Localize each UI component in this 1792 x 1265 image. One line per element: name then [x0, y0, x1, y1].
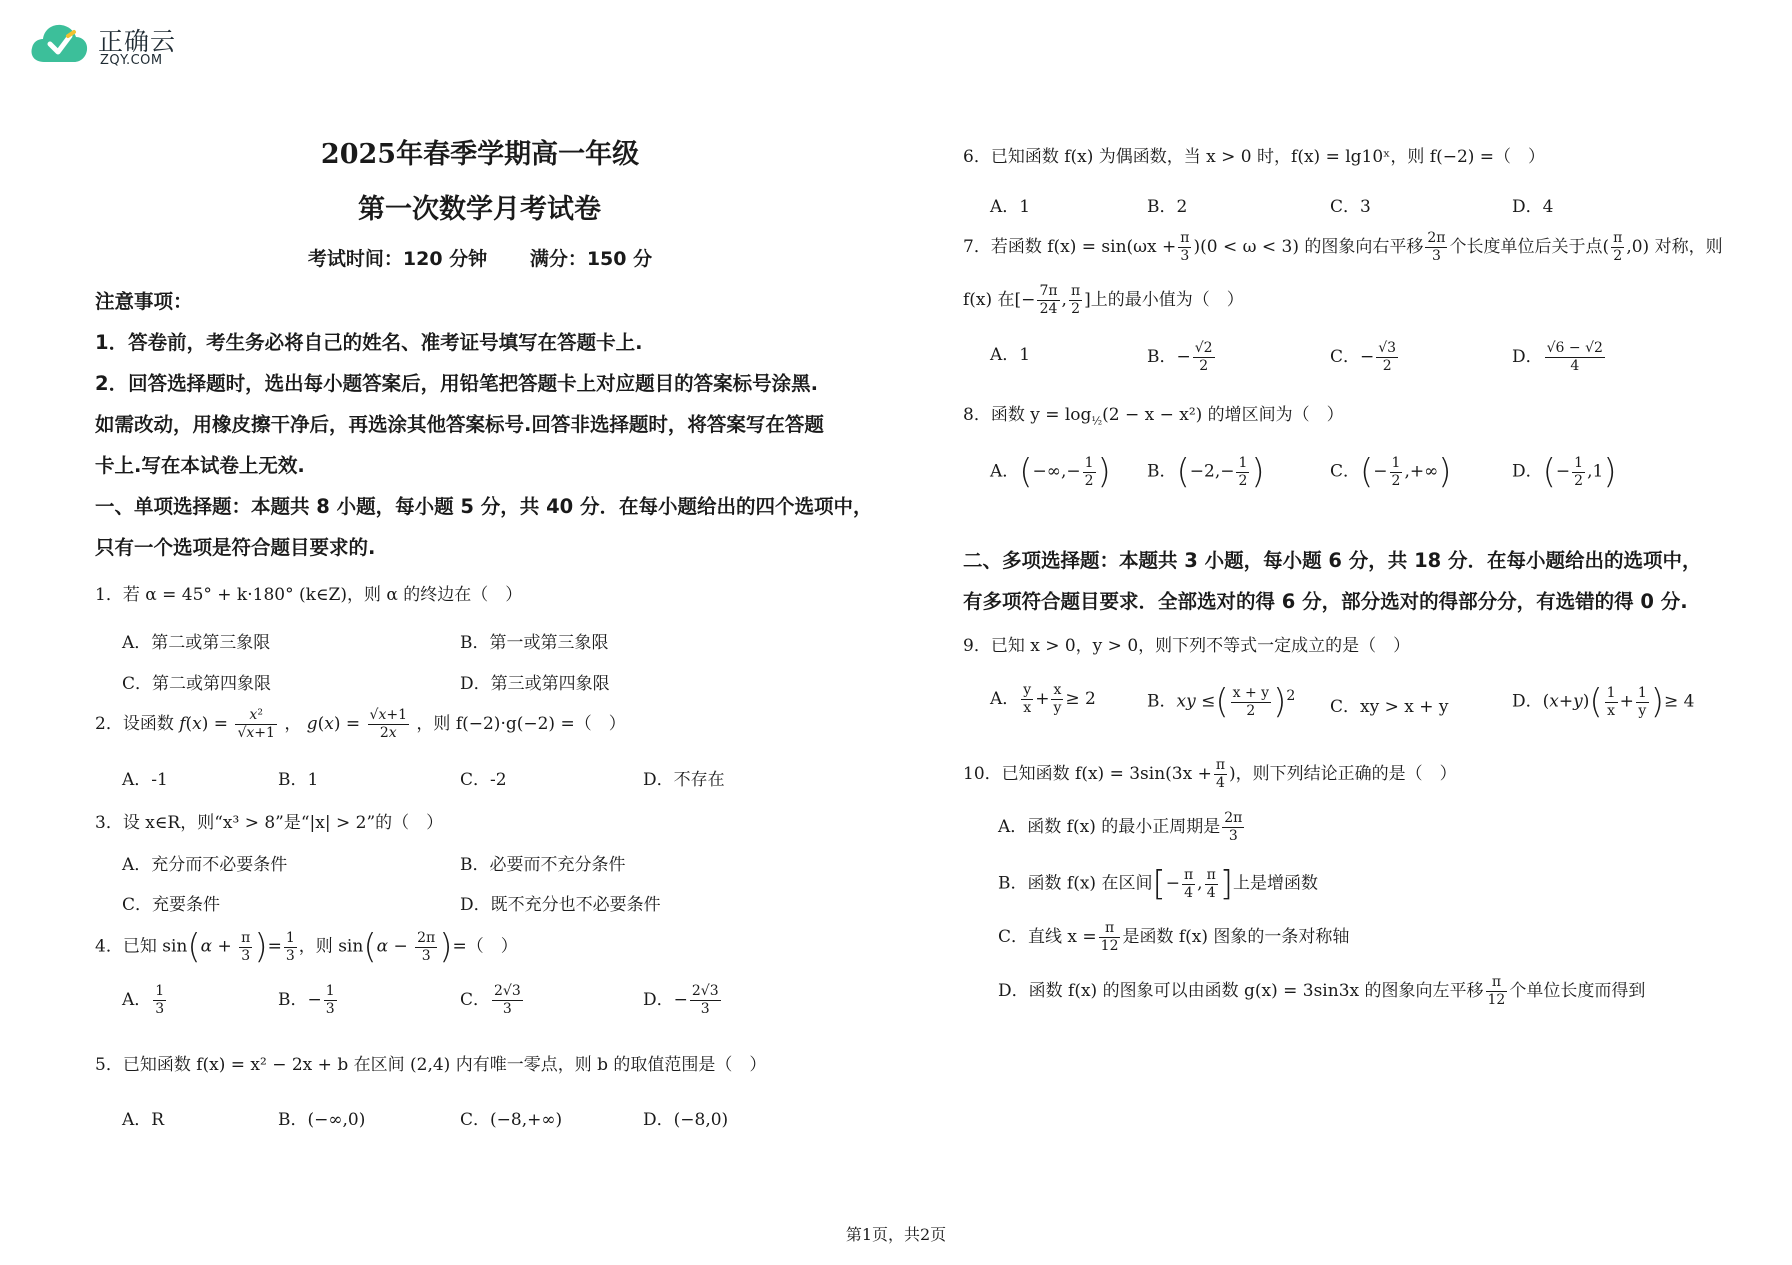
exam-score: 满分：150 分	[529, 248, 653, 270]
q7-mid2: 个长度单位后关于点(	[1449, 237, 1610, 257]
q3-option-a: A．充分而不必要条件	[122, 855, 288, 875]
q7-stem: 7．若函数 f(x) = sin(ωx + $\frac{\pi}{3}$ )(0 < ω < 3) 的图象向右平移 $\frac{2\pi}{3}$ 个长度单位后关于点( $\frac{\pi}{2}$ ,0) 对称，则	[963, 230, 1723, 264]
q8-tail: (2 − x − x²) 的增区间为（ ）	[1102, 405, 1344, 425]
q2-sep: ，	[284, 714, 302, 734]
q6-option-d: D．4	[1512, 197, 1554, 217]
cloud-check-icon	[30, 22, 88, 66]
q8-option-d: D．(− $\frac{1}{2}$ ,1)	[1512, 452, 1617, 492]
q1-option-b: B．第一或第三象限	[460, 633, 609, 653]
q4-no: 4．已知	[95, 936, 157, 957]
q2-option-c: C．-2	[460, 770, 507, 790]
q7-line2-pre: f(x) 在[−	[963, 290, 1036, 310]
q10-option-b: B．函数 f(x) 在区间[− $\frac{\pi}{4}$ , $\frac{\pi}{4}$ ]上是增函数	[998, 864, 1319, 904]
page-footer: 第1页，共2页	[845, 1225, 947, 1244]
q2-option-a: A．-1	[122, 770, 168, 790]
q7-option-d: D． $\frac{√6 - √2}{4}$	[1512, 340, 1603, 374]
q10-option-c: C．直线 x = $\frac{\pi}{12}$ 是函数 f(x) 图象的一条对称轴	[998, 920, 1350, 954]
q9-option-d: D．(x+y)( $\frac{1}{x}$ + $\frac{1}{y}$ )≥ 4	[1512, 682, 1695, 722]
q6-option-b: B．2	[1147, 197, 1188, 217]
q7-mid: )(0 < ω < 3) 的图象向右平移	[1193, 237, 1424, 257]
q9-stem: 9．已知 x > 0，y > 0，则下列不等式一定成立的是（ ）	[963, 636, 1411, 656]
notice-item-2c: 卡上.写在本试卷上无效.	[95, 454, 305, 477]
q8-option-b: B．(−2,− $\frac{1}{2}$ )	[1147, 452, 1265, 492]
q5-option-c: C．(−8,+∞)	[460, 1110, 563, 1130]
logo-text-cn: 正确云	[98, 27, 177, 56]
q4-option-b: B．− $\frac{1}{3}$	[278, 983, 335, 1017]
section1-line2: 只有一个选项是符合题目要求的.	[95, 536, 376, 559]
q2-tail: ，则 f(−2)·g(−2) =（ ）	[416, 714, 626, 734]
q9-option-b: B．xy ≤( $\frac{x + y}{2}$ )$^2$	[1147, 682, 1296, 722]
q3-option-c: C．充要条件	[122, 895, 221, 915]
q2-fraction-f: $\frac{\text{x²}}{√x+1}$	[237, 707, 275, 741]
q9-option-c: C．xy > x + y	[1330, 697, 1449, 717]
q3-option-d: D．既不充分也不必要条件	[460, 895, 661, 915]
q2-option-d: D．不存在	[643, 770, 725, 790]
q6-option-c: C．3	[1330, 197, 1371, 217]
q4-mid: ，则	[298, 936, 333, 957]
q1-option-a: A．第二或第三象限	[122, 633, 271, 653]
exam-time: 考试时间：120 分钟	[307, 248, 488, 270]
section1-line1: 一、单项选择题：本题共 8 小题，每小题 5 分，共 40 分．在每小题给出的四个选项中，	[95, 495, 873, 518]
q7-pre: 7．若函数 f(x) = sin(ωx +	[963, 237, 1177, 257]
q5-option-d: D．(−8,0)	[643, 1110, 729, 1130]
q10-tail: )，则下列结论正确的是（ ）	[1229, 764, 1457, 784]
q2-fraction-g: $\frac{√x+1}{2x}$	[369, 707, 408, 741]
q8-stem: 8．函数 $y = \log_{\frac{1}{2}}(2 - x - x^2)$ 的增区间为（ ）	[963, 405, 1344, 428]
q7-option-a: A．1	[990, 345, 1031, 365]
exam-meta	[0, 244, 960, 271]
q1-stem: 1．若 α = 45° + k·180° (k∈Z)，则 α 的终边在（ ）	[95, 585, 523, 605]
exam-title: 2025年春季学期高一年级	[320, 139, 640, 170]
q10-pre: 10．已知函数 f(x) = 3sin(3x +	[963, 764, 1212, 784]
q7-tail: ,0) 对称，则	[1626, 237, 1723, 257]
exam-subtitle: 第一次数学月考试卷	[358, 194, 601, 225]
q4-tail: =（ ）	[452, 936, 518, 957]
q4-option-a: A． $\frac{1}{3}$	[122, 983, 165, 1017]
notice-item-1: 1．答卷前，考生务必将自己的姓名、准考证号填写在答题卡上.	[95, 331, 643, 354]
q2-no: 2．设函数	[95, 714, 174, 734]
q4-option-d: D．− $\frac{2√3}{3}$	[643, 983, 719, 1017]
q8-option-a: A．(−∞,− $\frac{1}{2}$ )	[990, 452, 1111, 492]
q5-option-a: A．R	[122, 1110, 165, 1130]
notice-item-2a: 2．回答选择题时，选出每小题答案后，用铅笔把答题卡上对应题目的答案标号涂黑.	[95, 372, 818, 395]
section2-line1: 二、多项选择题：本题共 3 小题，每小题 6 分，共 18 分．在每小题给出的选项中，	[963, 549, 1702, 572]
q5-option-b: B．(−∞,0)	[278, 1110, 366, 1130]
q10-option-a: A．函数 f(x) 的最小正周期是 $\frac{2\pi}{3}$	[998, 810, 1243, 844]
q2-option-b: B．1	[278, 770, 319, 790]
q4-stem: 4．已知 sin(α + $\frac{\pi}{3}$ )= $\frac{1}{3}$ ，则 sin(α − $\frac{2\pi}{3}$ )=（ ）	[95, 927, 518, 967]
q8-option-c: C．(− $\frac{1}{2}$ ,+∞)	[1330, 452, 1452, 492]
q7-option-c: C．− $\frac{√3}{2}$	[1330, 340, 1397, 374]
q4-option-c: C． $\frac{2√3}{3}$	[460, 983, 521, 1017]
logo-text-en: ZQY.COM	[100, 53, 163, 68]
logo	[30, 20, 180, 75]
q1-option-d: D．第三或第四象限	[460, 674, 610, 694]
q7-option-b: B．− $\frac{√2}{2}$	[1147, 340, 1213, 374]
q5-stem: 5．已知函数 f(x) = x² − 2x + b 在区间 (2,4) 内有唯一零点，则 b 的取值范围是（ ）	[95, 1055, 767, 1075]
q10-option-d: D．函数 f(x) 的图象可以由函数 g(x) = 3sin3x 的图象向左平移 $\frac{\pi}{12}$ 个单位长度而得到	[998, 974, 1646, 1008]
notice-heading: 注意事项：	[95, 290, 193, 313]
section2-line2: 有多项符合题目要求．全部选对的得 6 分，部分选对的得部分分，有选错的得 0 分.	[963, 590, 1688, 613]
q9-option-a: A． $\frac{y}{x}$ + $\frac{x}{y}$ ≥ 2	[990, 682, 1096, 716]
q1-option-c: C．第二或第四象限	[122, 674, 272, 694]
q2-stem: 2．设函数 f(x) = $\frac{\text{x²}}{√x+1}$ ， g(x) = $\frac{√x+1}{2x}$ ，则 f(−2)·g(−2) =（ ）	[95, 707, 626, 741]
q8-pre: 8．函数 y = log	[963, 405, 1092, 425]
notice-item-2b: 如需改动，用橡皮擦干净后，再选涂其他答案标号.回答非选择题时，将答案写在答题	[95, 413, 824, 436]
q6-stem: 6．已知函数 f(x) 为偶函数，当 x > 0 时，f(x) = lg10ˣ，则 f(−2) =（ ）	[963, 147, 1546, 167]
q3-stem: 3．设 x∈R，则“x³ > 8”是“|x| > 2”的（ ）	[95, 813, 444, 833]
q7-line2-tail: ]上的最小值为（ ）	[1084, 290, 1244, 310]
q7-line2: f(x) 在[− $\frac{7\pi}{24}$ , $\frac{\pi}{2}$ ]上的最小值为（ ）	[963, 283, 1244, 317]
q6-option-a: A．1	[990, 197, 1031, 217]
q3-option-b: B．必要而不充分条件	[460, 855, 626, 875]
q10-stem: 10．已知函数 f(x) = 3sin(3x + $\frac{\pi}{4}$ )，则下列结论正确的是（ ）	[963, 757, 1457, 791]
